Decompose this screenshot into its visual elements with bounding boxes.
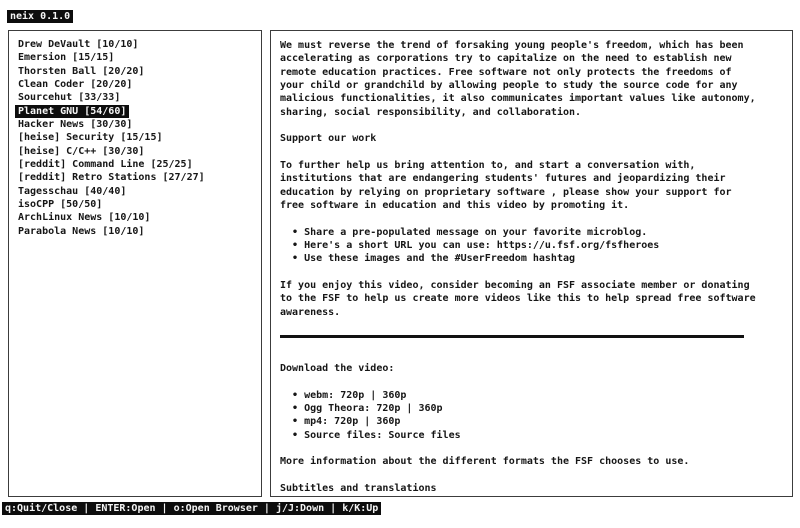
article-line: [280, 146, 786, 159]
article-line: [280, 349, 786, 362]
key-hint: k/K:Up: [342, 503, 379, 514]
article-line: institutions that are endangering students' futures and jeopardizing their: [280, 173, 726, 185]
article-line: Subtitles and translations: [280, 482, 437, 494]
feed-item[interactable]: [12, 51, 259, 64]
feed-item[interactable]: [12, 198, 259, 211]
article-line: We must reverse the trend of forsaking young people's freedom, which has been: [280, 40, 744, 51]
feed-item[interactable]: [12, 38, 259, 51]
feed-label: Emersion [15/15]: [18, 52, 115, 64]
article-line: Download the video:: [280, 362, 395, 374]
article-line: [280, 266, 786, 279]
feed-item[interactable]: [12, 118, 259, 131]
feed-list: [12, 38, 259, 238]
feed-item[interactable]: [12, 65, 259, 78]
article-line: • Here's a short URL you can use: https://u.fsf.org/fsfheroes: [280, 239, 660, 251]
article-line: education by relying on proprietary software , please show your support for: [280, 186, 732, 198]
feed-label: Parabola News [10/10]: [18, 225, 145, 237]
article-line: remote education practices. Free software not only protects the freedoms of: [280, 66, 732, 78]
feed-item[interactable]: [12, 185, 259, 198]
article-line: To further help us bring attention to, and start a conversation with,: [280, 159, 696, 171]
article-line: awareness.: [280, 306, 341, 318]
horizontal-rule: [280, 335, 786, 348]
article-line: your child or grandchild by allowing people to study the source code for any: [280, 79, 738, 91]
horizontal-rule-bar: [280, 335, 744, 338]
feed-label: Clean Coder [20/20]: [18, 78, 133, 90]
article-line: More information about the different formats the FSF chooses to use.: [280, 456, 690, 468]
feed-label: [reddit] Command Line [25/25]: [18, 158, 193, 170]
feed-item[interactable]: [12, 131, 259, 144]
feed-item[interactable]: [12, 91, 259, 104]
key-hint: o:Open Browser: [173, 503, 258, 514]
key-hint: ENTER:Open: [95, 503, 156, 514]
key-hint: q:Quit/Close: [5, 503, 78, 514]
article-line: • mp4: 720p | 360p: [280, 416, 401, 428]
feed-item[interactable]: [12, 225, 259, 238]
article-line: • Source files: Source files: [280, 429, 461, 441]
article-line: [280, 119, 786, 132]
feed-label: Sourcehut [33/33]: [18, 92, 121, 104]
feed-item[interactable]: [12, 78, 259, 91]
article-line: • Use these images and the #UserFreedom hashtag: [280, 253, 576, 265]
article-line: sharing, social responsibility, and collaboration.: [280, 106, 582, 118]
feed-label: Tagesschau [40/40]: [18, 185, 127, 197]
feed-label: [reddit] Retro Stations [27/27]: [18, 172, 205, 184]
article-line: free software in education and this video by promoting it.: [280, 199, 630, 211]
article-line: • Ogg Theora: 720p | 360p: [280, 402, 443, 414]
feed-label: Planet GNU [54/60]: [15, 105, 129, 118]
key-hint: j/J:Down: [275, 503, 325, 514]
article-line: accelerating as corporations try to capitalize on the need to establish new: [280, 53, 732, 65]
app-title: neix 0.1.0: [7, 10, 73, 23]
article-line: [280, 319, 786, 332]
article-line: • webm: 720p | 360p: [280, 389, 407, 401]
article-line: [280, 212, 786, 225]
feed-list-panel: [8, 30, 262, 497]
article-line: • Share a pre-populated message on your favorite microblog.: [280, 226, 648, 238]
article-line: [280, 469, 786, 482]
feed-label: ArchLinux News [10/10]: [18, 212, 151, 224]
article-line: Support our work: [280, 133, 377, 145]
article-line: malicious functionalities, it also communicates important values like autonomy,: [280, 93, 756, 105]
article-line: [280, 442, 786, 455]
feed-label: Hacker News [30/30]: [18, 118, 133, 130]
feed-label: Drew DeVault [10/10]: [18, 39, 139, 50]
feed-item-selected[interactable]: [12, 105, 259, 118]
feed-label: [heise] Security [15/15]: [18, 132, 163, 144]
feed-item[interactable]: [12, 211, 259, 224]
article-content: [280, 39, 786, 495]
feed-label: Thorsten Ball [20/20]: [18, 65, 145, 77]
feed-item[interactable]: [12, 158, 259, 171]
feed-item[interactable]: [12, 171, 259, 184]
status-bar: q:Quit/Close | ENTER:Open | o:Open Browser | j/J:Down | k/K:Up: [2, 502, 381, 515]
article-line: If you enjoy this video, consider becoming an FSF associate member or donating: [280, 279, 750, 291]
feed-label: isoCPP [50/50]: [18, 198, 103, 210]
article-panel: [270, 30, 793, 497]
feed-label: [heise] C/C++ [30/30]: [18, 145, 145, 157]
feed-item[interactable]: [12, 145, 259, 158]
article-line: to the FSF to help us create more videos like this to help spread free software: [280, 293, 756, 305]
article-line: [280, 375, 786, 388]
